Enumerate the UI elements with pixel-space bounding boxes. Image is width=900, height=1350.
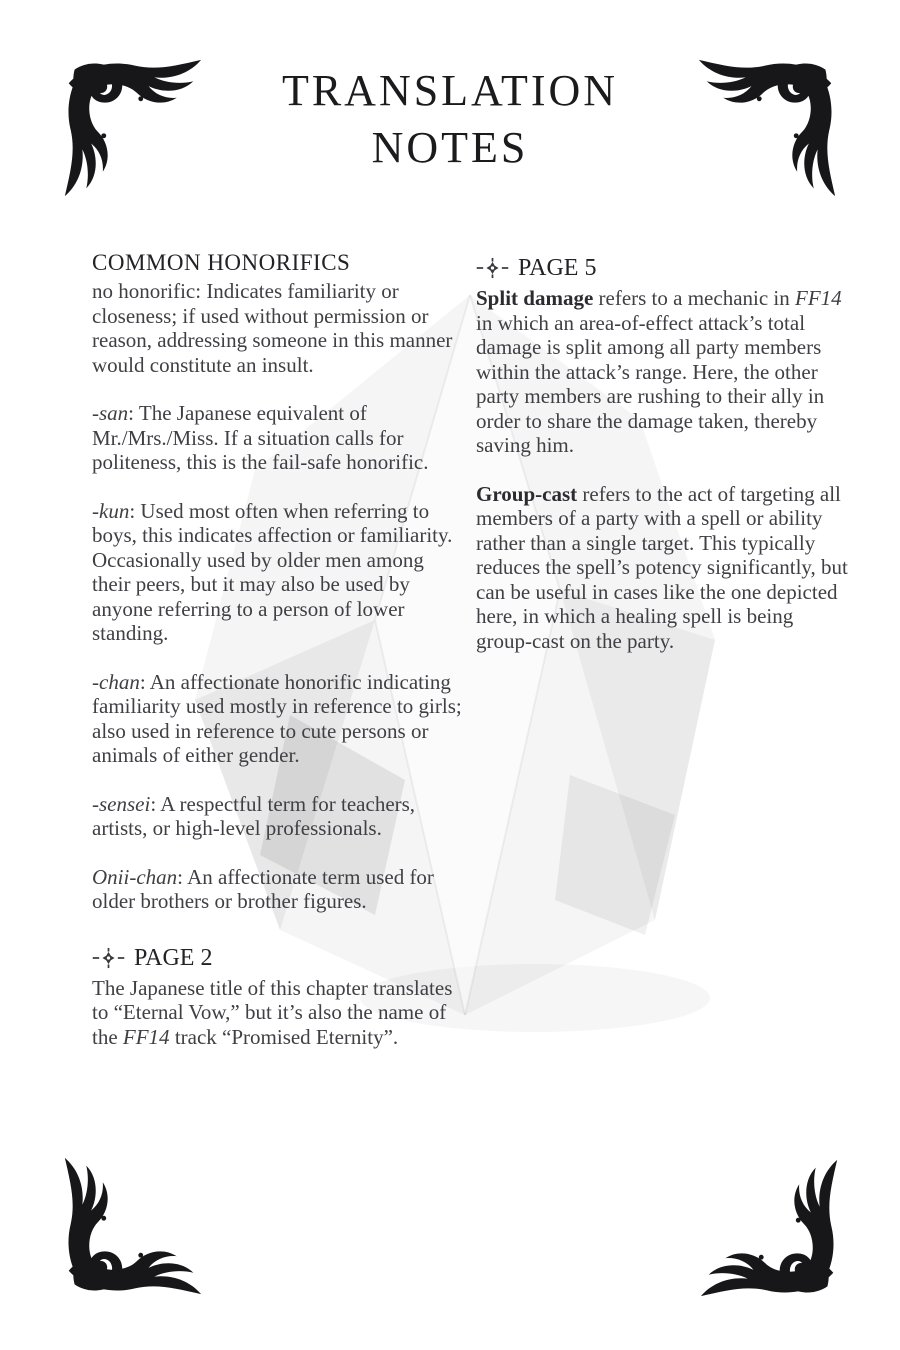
- page2-heading: [92, 944, 466, 972]
- game-title: FF14: [122, 1024, 170, 1049]
- honorific-definition: : An affectionate term used for older brothers or brother figures.: [92, 864, 434, 913]
- page2-note: [92, 976, 466, 1050]
- honorific-term: -chan: [92, 669, 140, 694]
- honorific-term: no honorific: [92, 279, 196, 303]
- note-text: track “Promised Eternity”.: [169, 1024, 399, 1049]
- page-title: [0, 62, 900, 176]
- honorific-definition: : Used most often when referring to boys, this indicates affection or familiarity. Occasionally used by older men among their peers, but it may also be used by anyone referring to a person of lower standing.: [92, 498, 453, 645]
- corner-flourish-icon: [58, 1154, 206, 1300]
- page-marker-icon: [92, 947, 125, 969]
- honorific-paragraph: [92, 670, 466, 768]
- honorific-definition: : A respectful term for teachers, artists, or high-level professionals.: [92, 791, 416, 840]
- page5-note-split-damage: [476, 286, 850, 458]
- honorific-definition: : The Japanese equivalent of Mr./Mrs./Miss. If a situation calls for politeness, this is the fail-safe honorific.: [92, 401, 429, 474]
- honorific-term: Onii-chan: [92, 864, 178, 889]
- page-heading-label: PAGE 5: [518, 255, 597, 281]
- honorific-paragraph: [92, 401, 466, 475]
- left-column: [92, 250, 466, 1049]
- honorific-term: -kun: [92, 498, 130, 523]
- term-label: Group-cast: [476, 481, 578, 506]
- note-text: refers to the act of targeting all members of a party with a spell or ability rather than a single target. This typically reduces the spell’s potency significantly, but can be useful in cases like the one depicted here, in which a healing spell is being group-cast on the party.: [476, 481, 848, 653]
- corner-flourish-icon: [696, 1156, 844, 1302]
- honorific-paragraph: [92, 499, 466, 646]
- term-label: Split damage: [476, 286, 594, 310]
- page5-note-group-cast: [476, 482, 850, 654]
- honorifics-heading: COMMON HONORIFICS: [92, 250, 351, 275]
- page-title-line2: NOTES: [371, 123, 529, 172]
- honorific-term: -san: [92, 401, 129, 425]
- honorific-paragraph: [92, 279, 466, 377]
- page-heading-label: PAGE 2: [134, 944, 213, 971]
- honorific-term: -sensei: [92, 791, 151, 816]
- note-text: in which an area-of-effect attack’s total damage is split among all party members within the attack’s range. Here, the other party members are rushing to their ally in order to share the damage taken, thereby saving him.: [476, 310, 825, 457]
- page5-heading: [476, 254, 850, 282]
- honorific-definition: : An affectionate honorific indicating familiarity used mostly in reference to girls; also used in reference to cute persons or animals of either gender.: [92, 669, 462, 767]
- honorific-paragraph: [92, 792, 466, 841]
- page-title-line1: TRANSLATION: [281, 66, 619, 115]
- note-text: refers to a mechanic in: [593, 286, 796, 310]
- honorific-paragraph: [92, 865, 466, 914]
- page2-section: [92, 944, 466, 1050]
- page-marker-icon: [476, 257, 509, 279]
- game-title: FF14: [795, 286, 842, 310]
- right-column: [476, 254, 850, 653]
- honorific-definition: : Indicates familiarity or closeness; if used without permission or reason, addressing someone in this manner would constitute an insult.: [92, 279, 453, 377]
- note-text: The Japanese title of this chapter translates to “Eternal Vow,” but it’s also the name of the: [92, 975, 453, 1049]
